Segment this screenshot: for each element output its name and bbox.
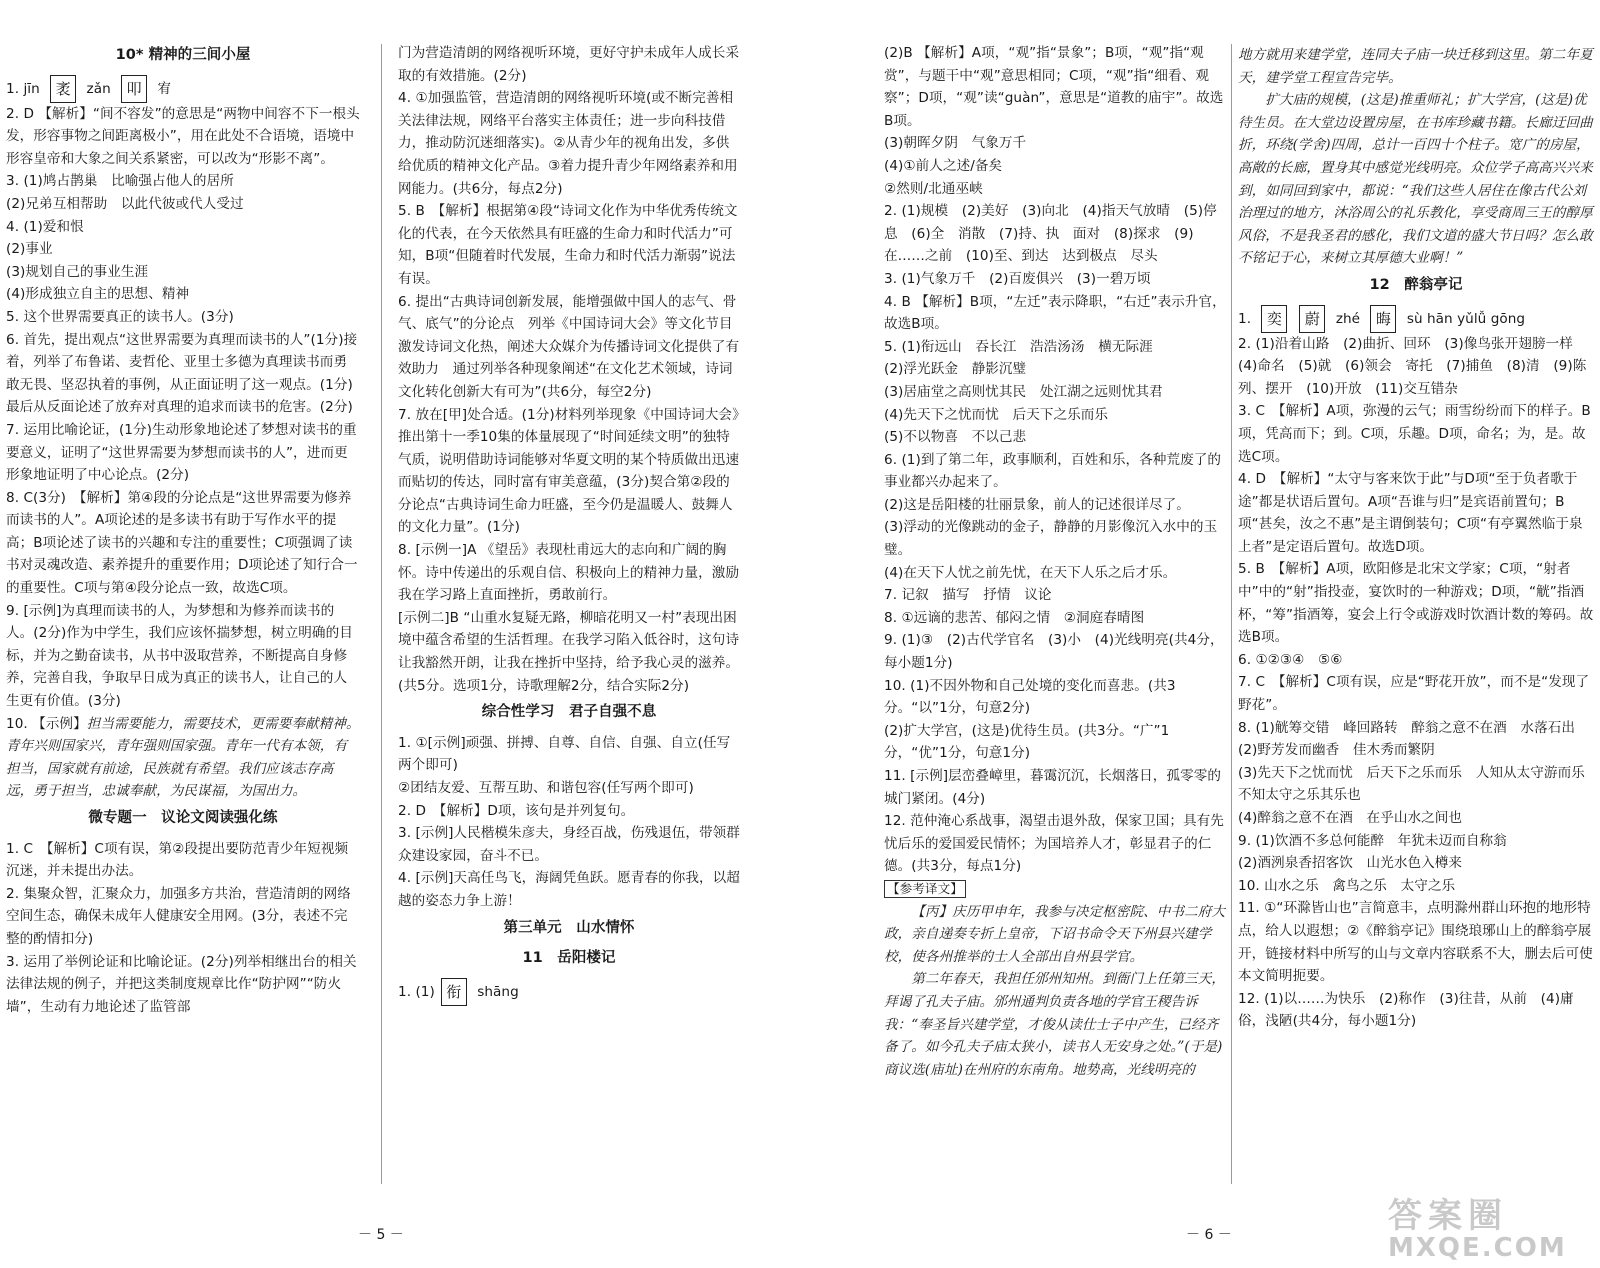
answer-paragraph: 8. ①远谪的悲苦、郁闷之情 ②洞庭春晴图	[884, 609, 1145, 626]
answer-paragraph: 11. ①“环滁皆山也”言简意丰，点明滁州群山环抱的地形特点，给人以遐想；②《醉翁亭记》围绕琅琊山上的醉翁亭展开，链接材料中所写的山与文章内容联系不大，删去后可使本文简明扼要。	[1238, 900, 1593, 985]
answer-paragraph: 6. 首先，提出观点“这世界需要为真理而读书的人”(1分)接着，列举了布鲁诺、麦哲伦、亚里士多德为真理读书而勇敢无畏、坚忍执着的事例，从正面证明了这一观点。(1分)最后从反面论述了放弃对真理的追求而读书的危害。(2分)	[6, 331, 358, 416]
answer-paragraph: 5. (1)衔远山 吞长江 浩浩汤汤 横无际涯	[884, 338, 1153, 355]
pinyin-box: 衔	[441, 978, 467, 1006]
watermark-text: 答案圈	[1388, 1196, 1508, 1236]
answer-paragraph: 10. 【示例】担当需要能力，需要技术，更需要奉献精神。青年兴则国家兴，青年强则国家强。青年一代有本领，有担当，国家就有前途，民族就有希望。我们应该志存高远，勇于担当，忠诚奉献，为民谋福，为国出力。	[6, 715, 360, 800]
section-title: 综合性学习 君子自强不息	[481, 704, 657, 721]
pinyin-box: 奕	[1261, 305, 1287, 333]
watermark-logo	[1388, 1188, 1594, 1262]
answer-paragraph: 8. [示例一]A 《望岳》表现杜甫远大的志向和广阔的胸怀。诗中传递出的乐观自信、积极向上的精神力量，激励我在学习路上直面挫折，勇敢前行。	[398, 542, 740, 604]
answer-paragraph: (3)先天下之忧而忧 后天下之乐而乐 人知从太守游而乐 不知太守之乐其乐也	[1238, 764, 1599, 804]
answer-paragraph: 7. 记叙 描写 抒情 议论	[884, 587, 1052, 604]
answer-paragraph: 2. D 【解析】“间不容发”的意思是“两物中间容不下一根头发，形容事物之间距离极小”，用在此处不合语境，语境中形容皇帝和大象之间关系紧密，可以改为“形影不离”。	[6, 105, 360, 167]
column-3	[884, 42, 1226, 1081]
answer-paragraph: (4)在天下人忧之前先忧，在天下人乐之后才乐。	[884, 564, 1177, 581]
answer-paragraph: (3)朝晖夕阴 气象万千	[884, 135, 1027, 152]
watermark-url: MXQE.COM	[1388, 1233, 1567, 1263]
answer-paragraph: 9. [示例]为真理而读书的人，为梦想和为修养而读书的人。(2分)作为中学生，我们应该怀揣梦想，树立明确的目标，并为之勤奋读书，从书中汲取营养，不断提高自身修养，完善自我，争取早日成为真正的读书人，让自己的人生更有价值。(3分)	[6, 602, 353, 710]
answer-paragraph: 6. (1)到了第二年，政事顺利，百姓和乐，各种荒废了的事业都兴办起来了。	[884, 451, 1222, 491]
answer-paragraph: (4)形成独立自主的思想、精神	[6, 286, 190, 303]
reference-translation-tag: 【参考译文】	[884, 880, 966, 898]
column-1	[6, 40, 360, 1018]
section-title: 12 醉翁亭记	[1369, 276, 1463, 293]
answer-paragraph: (4)①前人之述/备矣	[884, 157, 1003, 174]
answer-paragraph: 3. (1)鸠占鹊巢 比喻强占他人的居所	[6, 173, 234, 190]
answer-paragraph: 6. 提出“古典诗词创新发展，能增强做中国人的志气、骨气、底气”的分论点 列举《中国诗词大会》等文化节目激发诗词文化热，阐述大众媒介为传播诗词文化提供了有效助力 通过列举各种现象阐述“在文化艺术领域，诗词文化转化创新大有可为”(共6分，每空2分)	[398, 293, 740, 400]
pinyin-box: 叩	[121, 75, 147, 103]
answer-paragraph: 6. ①②③④ ⑤⑥	[1238, 651, 1343, 668]
answer-paragraph: 2. D 【解析】D项，该句是并列复句。	[398, 802, 635, 819]
column-4	[1238, 44, 1599, 1033]
answer-paragraph: (2)这是岳阳楼的壮丽景象，前人的记述很详尽了。	[884, 496, 1190, 513]
pinyin-box: 蔚	[1299, 305, 1325, 333]
answer-paragraph: ②团结友爱、互帮互助、和谐包容(任写两个即可)	[398, 780, 694, 796]
answer-paragraph: 地方就用来建学堂，连同夫子庙一块迁移到这里。第二年夏天，建学堂工程宣告完毕。	[1238, 47, 1593, 86]
answer-paragraph: 1. (1) 衔 shāng	[398, 978, 740, 1006]
answer-paragraph: 1. jīn 袤 zǎn 叩 宥	[6, 75, 360, 103]
answer-paragraph: (3)浮动的光像跳动的金子，静静的月影像沉入水中的玉璧。	[884, 519, 1218, 559]
column-divider	[381, 44, 382, 1184]
page-number-left: － 5 －	[358, 1227, 404, 1243]
answer-paragraph: 扩大庙的规模，(这是)推重师礼；扩大学宫，(这是)优待生员。在大堂边设置房屋，在书库珍藏书籍。长廊迂回曲折，环绕(学舍)四周，总计一百四十个柱子。宽广的房屋，高敞的长廊，置身其中感觉光线明亮。众位学子高高兴兴来到，如同回到家中，都说：“我们这些人居住在像古代公刘治理过的地方，沐浴周公的礼乐教化，享受商周三王的醇厚风俗，不是我圣君的感化，我们文道的盛大节日吗？怎么敢不铭记于心，来树立其厚德大业啊！”	[1238, 92, 1593, 267]
answer-paragraph: 3. C 【解析】A项，弥漫的云气；雨雪纷纷而下的样子。B项，凭高而下；到。C项，乐趣。D项，命名；为，是。故选C项。	[1238, 403, 1591, 465]
answer-paragraph: (2)扩大学宫，(这是)优待生员。(共3分。“广”1分，“优”1分，句意1分)	[884, 722, 1170, 762]
answer-paragraph: 3. (1)气象万千 (2)百废俱兴 (3)一碧万顷	[884, 270, 1151, 287]
pinyin-box: 晦	[1370, 305, 1396, 333]
section-title: 11 岳阳楼记	[522, 950, 616, 967]
answer-paragraph: (5)不以物喜 不以己悲	[884, 429, 1027, 446]
answer-paragraph: 10. (1)不因外物和自己处境的变化而喜悲。(共3分。“以”1分，句意2分)	[884, 677, 1176, 717]
answer-paragraph: 1. 奕 蔚 zhé 晦 sù hān yǔlǚ gōng	[1238, 305, 1594, 333]
answer-paragraph: 8. (1)觥筹交错 峰回路转 醉翁之意不在酒 水落石出	[1238, 719, 1576, 736]
section-title: 10* 精神的三间小屋	[115, 47, 251, 63]
section-title: 第三单元 山水情怀	[503, 919, 635, 936]
answer-paragraph: ②然则/北通巫峡	[884, 180, 983, 197]
answer-paragraph: 4. (1)爱和恨	[6, 218, 84, 235]
answer-paragraph: 7. C 【解析】C项有误，应是“野花开放”，而不是“发现了野花”。	[1238, 674, 1590, 714]
answer-paragraph: 门为营造清朗的网络视听环境，更好守护未成年人成长采取的有效措施。(2分)	[398, 45, 740, 84]
answer-paragraph: (3)居庙堂之高则忧其民 处江湖之远则忧其君	[884, 383, 1163, 400]
answer-paragraph: (2)酒洌泉香招客饮 山光水色入樽来	[1238, 855, 1463, 872]
page-number-right: － 6 －	[1186, 1227, 1232, 1243]
answer-paragraph: 第二年春天，我担任邠州知州。到衙门上任第三天，拜谒了孔夫子庙。邠州通判负责各地的学官王稷告诉我：“奉圣旨兴建学堂，才俊从读仕士子中产生，已经齐备了。如今孔夫子庙太狭小，读书人无安身之处。”(于是)商议选(庙址)在州府的东南角。地势高，光线明亮的	[884, 971, 1225, 1078]
answer-paragraph: 2. (1)沿着山路 (2)曲折、回环 (3)像鸟张开翅膀一样 (4)命名 (5)就 (6)领会 寄托 (7)捕鱼 (8)清 (9)陈列、摆开 (10)开放 (11)交互错杂	[1238, 335, 1587, 397]
answer-paragraph: 3. [示例]人民楷模朱彦夫，身经百战，伤残退伍，带领群众建设家园，奋斗不已。	[398, 825, 740, 864]
answer-paragraph: 5. B 【解析】A项，欧阳修是北宋文学家；C项，“射者中”中的“射”指投壶，宴饮时的一种游戏；D项，“觥”指酒杯，“筹”指酒筹，宴会上行令或游戏时饮酒计数的筹码。故选B项。	[1238, 561, 1594, 646]
answer-paragraph: (2)野芳发而幽香 佳木秀而繁阴	[1238, 742, 1435, 759]
answer-paragraph: 12. 范仲淹心系战事，渴望击退外敌，保家卫国；具有先忧后乐的爱国爱民情怀；为国培养人才，彰显君子的仁德。(共3分，每点1分)	[884, 813, 1224, 875]
answer-paragraph: 2. 集聚众智，汇聚众力，加强多方共治，营造清朗的网络空间生态，确保未成年人健康安全用网。(3分，表述不完整的酌情扣分)	[6, 885, 351, 947]
answer-paragraph: 2. (1)规模 (2)美好 (3)向北 (4)指天气放晴 (5)停息 (6)全 消散 (7)持、执 面对 (8)探求 (9)在……之前 (10)至、到达 达到极点 尽头	[884, 203, 1217, 265]
answer-paragraph: 4. [示例]天高任鸟飞，海阔凭鱼跃。愿青春的你我，以超越的姿态力争上游！	[398, 870, 740, 909]
answer-paragraph: 5. B 【解析】根据第④段“诗词文化作为中华优秀传统文化的代表，在今天依然具有旺盛的生命力和时代活力”可知，B项“但随着时代发展，生命力和时代活力渐弱”说法有误。	[398, 203, 738, 287]
answer-paragraph: (4)先天下之忧而忧 后天下之乐而乐	[884, 406, 1109, 423]
answer-paragraph: 12. (1)以……为快乐 (2)称作 (3)往昔，从前 (4)庸俗，浅陋(共4分，每小题1分)	[1238, 990, 1574, 1030]
pinyin-box: 袤	[50, 75, 76, 103]
answer-paragraph: 4. ①加强监管，营造清朗的网络视听环境(或不断完善相关法律法规，网络平台落实主体责任；进一步向科技借力，推动防沉迷细落实)。②从青少年的视角出发，多供给优质的精神文化产品。③着力提升青少年网络素养和用网能力。(共6分，每点2分)	[398, 90, 738, 197]
answer-paragraph: 4. D 【解析】“太守与客来饮于此”与D项“至于负者歌于途”都是状语后置句。A项“吾谁与归”是宾语前置句；B项“甚矣，汝之不惠”是主谓倒装句；C项“有亭翼然临于泉上者”是定语后置句。故选D项。	[1238, 471, 1583, 555]
answer-paragraph: 9. (1)饮酒不多总何能醉 年犹未迈而自称翁	[1238, 832, 1507, 849]
answer-paragraph: 10. 山水之乐 禽鸟之乐 太守之乐	[1238, 877, 1456, 894]
answer-paragraph: 3. 运用了举例论证和比喻论证。(2分)列举相继出台的相关法律法规的例子，并把这类制度规章比作“防护网”“防火墙”，生动有力地论述了监管部	[6, 953, 357, 1015]
answer-paragraph: 1. ①[示例]顽强、拼搏、自尊、自信、自强、自立(任写两个即可)	[398, 734, 731, 774]
column-divider	[1231, 44, 1232, 1184]
answer-paragraph: 1. C 【解析】C项有误，第②段提出要防范青少年短视频沉迷，并未提出办法。	[6, 840, 349, 880]
answer-paragraph: (2)事业	[6, 241, 53, 258]
answer-paragraph: 7. 放在[甲]处合适。(1分)材料列举现象《中国诗词大会》推出第十一季10集的体量展现了“时间延续文明”的独特气质，说明借助诗词能够对华夏文明的某个特质做出迅速而贴切的传达，同时富有审美意蕴，(3分)契合第②段的分论点“古典诗词生命力旺盛，至今仍是温暖人、鼓舞人的文化力量”。(1分)	[398, 406, 740, 536]
answer-paragraph: 8. C(3分) 【解析】第④段的分论点是“这世界需要为修养而读书的人”。A项论述的是多读书有助于写作水平的提高；B项论述了读书的兴趣和专注的重要性；C项强调了读书对灵魂改造、素养提升的重要作用；D项论述了知行合一的重要性。C项与第④段分论点一致，故选C项。	[6, 489, 358, 597]
answer-paragraph: 7. 运用比喻论证，(1分)生动形象地论述了梦想对读书的重要意义，证明了“这世界需要为梦想而读书的人”，进而更形象地证明了中心论点。(2分)	[6, 421, 357, 484]
answer-paragraph	[884, 878, 1226, 901]
answer-paragraph: [示例二]B “山重水复疑无路，柳暗花明又一村”表现出困境中蕴含希望的生活哲理。在我学习陷入低谷时，这句诗让我豁然开朗，让我在挫折中坚持，给予我心灵的滋养。(共5分。选项1分，诗歌理解2分，结合实际2分)	[398, 609, 740, 694]
column-2	[398, 42, 740, 1006]
answer-paragraph: (2)兄弟互相帮助 以此代彼或代人受过	[6, 195, 244, 212]
answer-paragraph: 【丙】庆历甲申年，我参与决定枢密院、中书二府大政，亲自递奏专折上皇帝，下诏书命令天下州县兴建学校，使各州推举的士人全部出自州县学官。	[884, 903, 1225, 965]
answer-paragraph: 5. 这个世界需要真正的读书人。(3分)	[6, 308, 234, 325]
answer-paragraph: 11. [示例]层峦叠嶂里，暮霭沉沉，长烟落日，孤零零的城门紧闭。(4分)	[884, 768, 1222, 807]
section-title: 微专题一 议论文阅读强化练	[88, 810, 278, 826]
answer-paragraph: 4. B 【解析】B项，“左迁”表示降职，“右迁”表示升官，故选B项。	[884, 293, 1226, 333]
answer-paragraph: (3)规划自己的事业生涯	[6, 263, 149, 280]
answer-paragraph: (4)醉翁之意不在酒 在乎山水之间也	[1238, 810, 1463, 826]
answer-paragraph: (2)B 【解析】A项，“观”指“景象”；B项，“观”指“观赏”，与题干中“观”意思相同；C项，“观”指“细看、观察”；D项，“观”读“guàn”，意思是“道教的庙宇”。故选B项。	[884, 45, 1224, 129]
answer-paragraph: (2)浮光跃金 静影沉璧	[884, 361, 1027, 378]
answer-paragraph: 9. (1)③ (2)古代学官名 (3)小 (4)光线明亮(共4分，每小题1分)	[884, 632, 1224, 672]
